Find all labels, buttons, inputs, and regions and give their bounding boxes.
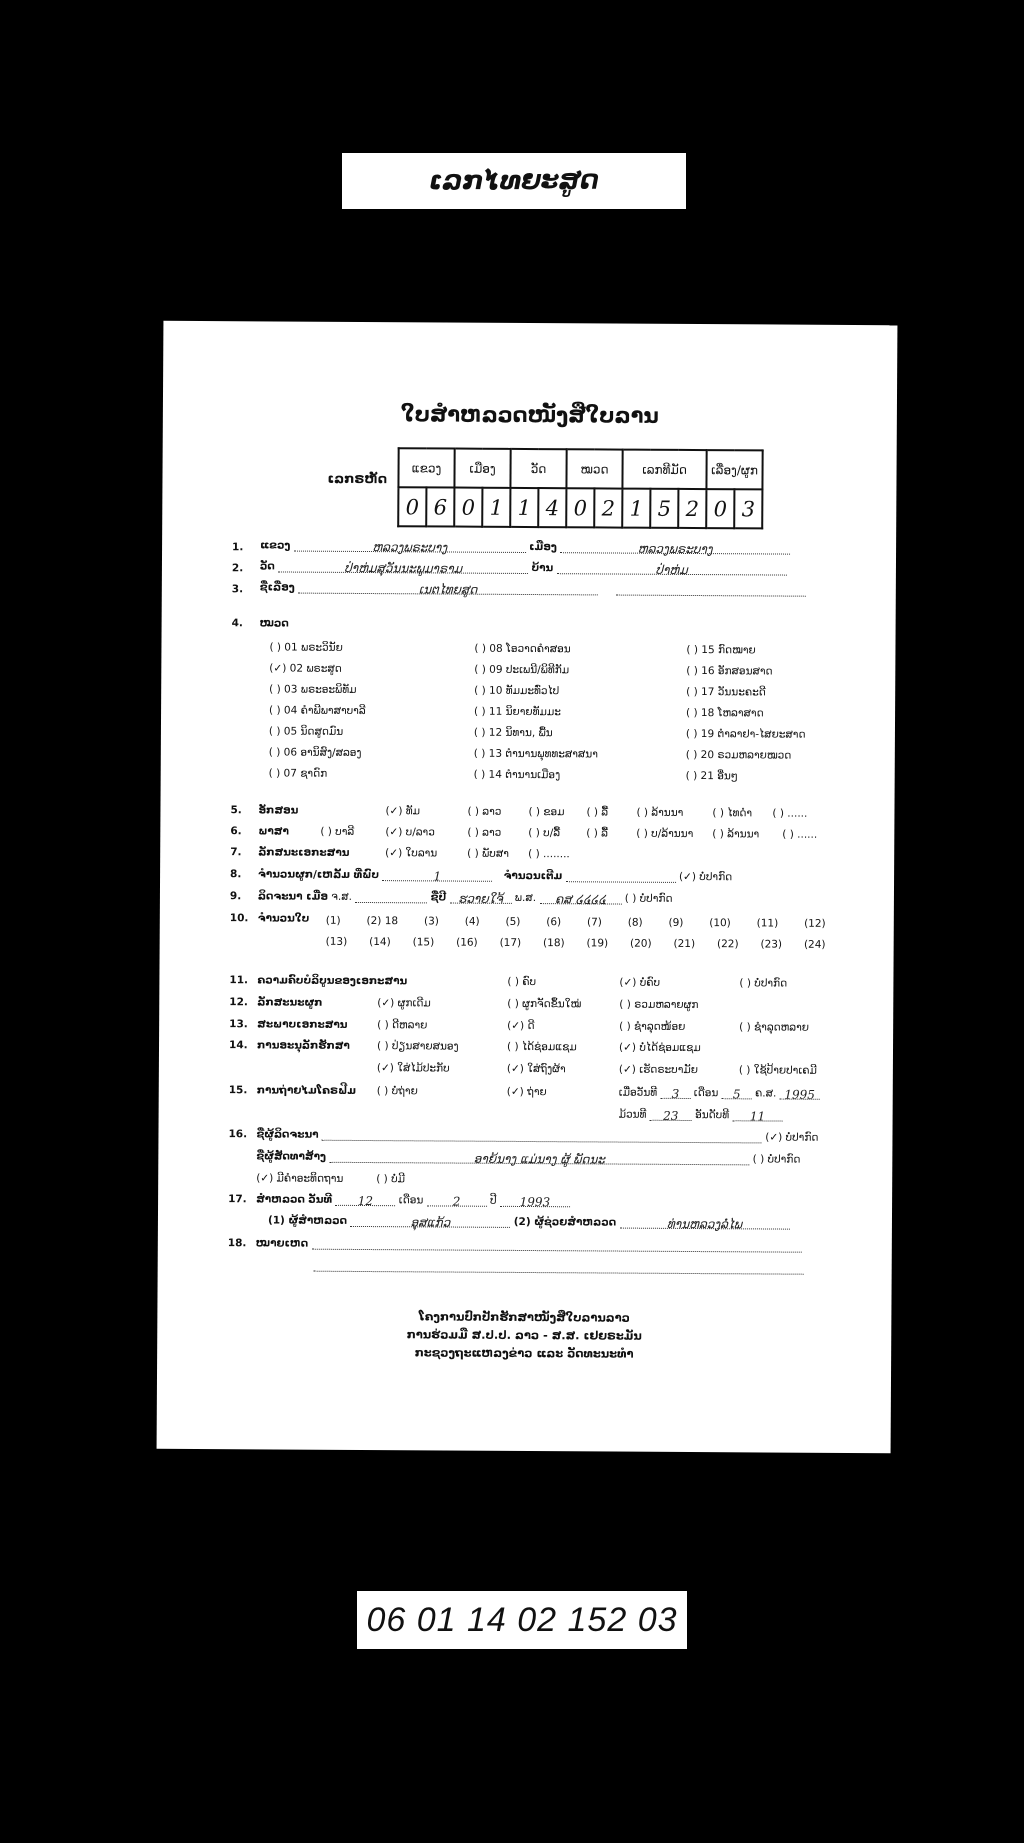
code-digit: 0 — [566, 488, 594, 527]
item-number: 14. — [228, 1039, 248, 1052]
doc-type-option: ( ) ພັບສາ — [467, 847, 509, 860]
survey-label: ສໍາຫລວດ — [256, 1193, 306, 1206]
script-option: ( ) ລາວ — [467, 805, 502, 818]
line-written-date — [258, 890, 673, 905]
code-digit: 3 — [734, 489, 762, 528]
bundle-count-value — [382, 869, 492, 882]
sponsor-handwritten: ອາຍ້ນາງ ແມ່ນາງ ຜູ້ ພັດນະ — [473, 1151, 605, 1167]
script-option: ( ) ລື້ — [586, 806, 609, 819]
script-option: ( ) ...... — [772, 807, 808, 820]
microfilm-option: (✓) ຖ່າຍ — [506, 1085, 547, 1099]
leaf-count-cell: (22) — [716, 938, 739, 951]
language-option: ( ) ບ/ລື້ — [528, 827, 561, 840]
be-label: ພ.ສ. — [514, 891, 537, 905]
condition-option: (✓) ດີ — [507, 1019, 535, 1033]
survey-day: 12 — [335, 1194, 395, 1206]
code-col-province: ແຂວງ — [398, 448, 454, 487]
item-number: 1. — [232, 541, 244, 554]
village-handwritten: ປ່າຫ່ມ — [655, 562, 688, 577]
prayer-option: (✓) ມີຄໍາອະທິດຖານ — [256, 1172, 344, 1185]
line-scribe — [256, 1128, 818, 1143]
roll-label: ມ້ວນທີ — [618, 1108, 647, 1121]
category-option: ( ) 18 ໂຫລາສາດ — [686, 706, 764, 720]
category-option: ( ) 06 ອານິສົງ/ສລອງ — [268, 746, 362, 759]
province-value — [294, 540, 526, 553]
microfilm-date-label: ເມື່ອວັນທີ — [618, 1086, 658, 1099]
survey-year: 1993 — [500, 1195, 570, 1207]
microfilm-title-label: ເລກໄທຍະສູດ — [342, 153, 686, 209]
code-col-category: ໝວດ — [566, 449, 622, 488]
leaf-count-row-1 — [326, 915, 826, 930]
survey-form-sheet — [157, 321, 898, 1453]
conservation-option: (✓) ເຮັດຣະບາມັຍ — [618, 1063, 699, 1077]
roll-value: 23 — [650, 1109, 692, 1121]
category-option: (✓) 02 ພຣະສູດ — [269, 662, 342, 675]
conservation-option: (✓) ໃສ່ໄມ້ປະກັບ — [376, 1062, 450, 1075]
category-option: ( ) 04 ຄໍາພີພາສາບາລີ — [269, 704, 366, 718]
village-label: ບ້ານ — [531, 562, 554, 575]
leaf-count-row-2 — [326, 936, 826, 951]
written-label: ລິດຈະນາ ເມື່ອ — [257, 890, 329, 903]
temple-handwritten: ປ່າຫ່ມສຸວັນນະພູມາຣາມ — [344, 560, 463, 576]
leaf-count-cell: (20) — [630, 937, 652, 950]
sponsor-value — [329, 1151, 749, 1166]
microfilm-roll — [619, 1109, 783, 1122]
category-option: ( ) 12 ນິທານ, ພື້ນ — [473, 726, 553, 740]
script-option: (✓) ທັມ — [385, 805, 421, 818]
story-name-extra — [615, 584, 805, 597]
language-option: ( ) ລື້ — [586, 827, 609, 840]
category-option: ( ) 05 ນິດສູດມົນ — [268, 725, 344, 738]
district-handwritten: ຫລວງພຣະບາງ — [637, 541, 713, 557]
temple-label: ວັດ — [259, 560, 275, 573]
item-number: 10. — [229, 912, 249, 925]
leaf-count-cell: (10) — [709, 917, 731, 930]
temple-value — [278, 560, 528, 574]
completeness-option: ( ) ບໍ່ປາກົດ — [739, 977, 788, 990]
leaf-count-cell: (3) — [423, 915, 439, 928]
leaf-count-cell: (17) — [499, 936, 522, 949]
cs-value — [355, 891, 427, 903]
bundle-type-label: ລັກສະນະຜູກ — [257, 996, 323, 1009]
leaf-count-cell: (8) — [627, 916, 643, 929]
full-count-label: ຈໍານວນເຕີມ — [503, 869, 563, 883]
line-story-name — [260, 581, 806, 596]
leaf-count-cell: (5) — [505, 915, 521, 928]
survey-month: 2 — [427, 1194, 487, 1206]
item-number: 13. — [229, 1018, 248, 1031]
category-title: ໝວດ — [259, 617, 289, 630]
doc-type-option: ( ) ........ — [528, 848, 570, 861]
surveyor-label: (1) ຜູ້ສໍາຫລວດ — [267, 1214, 348, 1227]
category-option: ( ) 14 ຕໍານານເມືອງ — [473, 768, 561, 782]
condition-option: ( ) ຊໍາລຸດໜ້ອຍ — [619, 1020, 686, 1033]
sponsor-unknown-option: ( ) ບໍ່ປາກົດ — [752, 1153, 801, 1166]
category-option: ( ) 19 ຕໍາລາຢາ-ໄສຍະສາດ — [685, 727, 806, 741]
conservation-option: ( ) ປ່ຽນສາຍສນອງ — [376, 1040, 459, 1053]
item-number: 15. — [228, 1084, 248, 1097]
leaf-count-cell: (14) — [369, 936, 391, 949]
project-name: ໂຄງການປົກປັກຮັກສາໜັງສືໃບລານລາວ — [418, 1309, 630, 1325]
line-temple — [260, 560, 787, 575]
category-option: ( ) 15 ກົດໝາຍ — [686, 643, 756, 657]
line-sponsor — [256, 1150, 800, 1165]
code-digit: 1 — [510, 488, 538, 527]
helper-value — [619, 1217, 789, 1230]
language-option: ( ) ບາລີ — [320, 825, 355, 838]
ministry-name: ກະຊວງຖະແຫລງຂ່າວ ແລະ ວັດທະນະທໍາ — [414, 1345, 634, 1361]
line-survey-date — [256, 1193, 570, 1210]
index-label: ອັນດັບທີ — [695, 1109, 730, 1122]
leaf-count-label: ຈໍານວນໃບ — [257, 912, 310, 925]
code-digit: 0 — [398, 487, 426, 526]
be-handwritten: ຄສ ໒໔໒໔ — [554, 892, 606, 907]
surveyor-value — [350, 1215, 510, 1228]
story-name-value — [298, 582, 598, 596]
leaf-count-cell: (6) — [546, 916, 562, 929]
leaf-count-cell: (4) — [464, 915, 480, 928]
category-option: ( ) 03 ພຣະອະພິທັມ — [269, 683, 357, 696]
microfilm-month: 5 — [722, 1087, 752, 1099]
line-bundle-count — [258, 868, 732, 883]
microfilm-date — [619, 1087, 820, 1100]
category-option: ( ) 17 ວັນນະຄະດີ — [686, 685, 766, 699]
code-digit: 1 — [482, 488, 510, 527]
condition-label: ສະພາບເອກະສານ — [257, 1018, 348, 1031]
scribe-unknown-option: (✓) ບໍ່ປາກົດ — [765, 1131, 819, 1144]
code-label: ເລກຣຫັດ — [327, 471, 388, 488]
completeness-label: ຄວາມຄົບບໍລິບູນຂອງເອກະສານ — [257, 974, 408, 988]
language-option: ( ) ລ້ານນາ — [712, 828, 760, 841]
code-digit: 2 — [678, 489, 706, 528]
leaf-count-cell: (15) — [412, 936, 435, 949]
item-number: 4. — [231, 617, 243, 630]
document-code-label: 06 01 14 02 152 03 — [357, 1591, 687, 1649]
code-col-bundle-no: ເລກທີມັດ — [622, 450, 706, 490]
category-option: ( ) 07 ຊາດົກ — [268, 767, 328, 780]
sponsor-label: ຊື່ຜູ້ສັດທາສ້າງ — [256, 1150, 327, 1163]
province-label: ແຂວງ — [260, 539, 291, 552]
category-option: ( ) 08 ໂອວາດຄໍາສອນ — [474, 642, 571, 656]
helper-label: (2) ຜູ້ຊ່ວຍສໍາຫລວດ — [513, 1215, 617, 1229]
language-option: ( ) ບ/ລ້ານນາ — [636, 827, 694, 841]
leaf-count-cell: (21) — [673, 937, 696, 951]
language-label: ພາສາ — [258, 825, 289, 838]
condition-option: ( ) ດີຫລາຍ — [377, 1019, 428, 1032]
item-number: 3. — [231, 583, 244, 596]
conservation-label: ການອະນຸລັກຮັກສາ — [256, 1039, 350, 1052]
completeness-option: ( ) ຄົບ — [507, 975, 537, 989]
leaf-count-cell: (24) — [803, 938, 826, 951]
condition-option: ( ) ຊໍາລຸດຫລາຍ — [739, 1021, 810, 1034]
leaf-count-cell: (23) — [760, 938, 783, 951]
code-digit: 0 — [706, 489, 734, 528]
be-value — [539, 892, 621, 905]
conservation-option: (✓) ໃສ່ຖົງຜ້າ — [506, 1062, 566, 1076]
bundle-count-label: ຈໍານວນຜູກ/ເຫລັ້ມ ທີ່ພົບ — [258, 868, 380, 882]
script-option: ( ) ໄທດໍາ — [712, 807, 753, 820]
leaf-count-cell: (2) 18 — [366, 915, 399, 928]
leaf-count-cell: (1) — [325, 914, 341, 927]
line-remarks — [256, 1237, 802, 1252]
item-number: 18. — [227, 1237, 247, 1250]
language-option: (✓) ບ/ລາວ — [385, 826, 435, 839]
district-label: ເມືອງ — [529, 541, 557, 554]
leaf-count-cell: (9) — [668, 916, 684, 929]
bundle-type-option: (✓) ຜູກເດີມ — [377, 997, 431, 1010]
scribe-value — [322, 1129, 762, 1144]
district-value — [560, 541, 790, 557]
code-digit: 5 — [650, 489, 678, 528]
bundle-type-option: ( ) ຣວມຫລາຍຜູກ — [619, 998, 699, 1012]
story-name-label: ຊື່ເລື່ອງ — [259, 581, 295, 594]
index-value: 11 — [732, 1109, 782, 1121]
year-name-handwritten: ຮວາຍໃຈ້ — [458, 891, 503, 906]
survey-month-label: ເດືອນ — [398, 1194, 424, 1207]
conservation-option: ( ) ໄດ້ຊ່ອມແຊມ — [506, 1040, 577, 1054]
surveyor-handwritten: ອຸສແກ້ວ — [410, 1215, 451, 1230]
cooperation-text: ການຮ່ວມມື ສ.ປ.ປ. ລາວ - ສ.ສ. ເຢຍຣະມັນ — [406, 1327, 642, 1343]
microfilm-month-label: ເດືອນ — [693, 1087, 719, 1100]
village-value — [557, 562, 787, 575]
leaf-count-cell: (18) — [543, 937, 565, 950]
form-title: ໃບສໍາຫລວດໜັງສືໃບລານ — [400, 402, 659, 428]
microfilm-day: 3 — [660, 1087, 690, 1099]
script-option: ( ) ຂອມ — [528, 806, 565, 819]
language-option: ( ) ...... — [782, 828, 818, 841]
category-option: ( ) 10 ທັມມະທົ່ວໄປ — [474, 684, 560, 698]
category-option: ( ) 13 ຕໍານານພຸທທະສາສນາ — [473, 747, 598, 761]
line-surveyors — [267, 1214, 790, 1232]
remarks-line-1 — [311, 1238, 801, 1253]
full-count-value — [566, 870, 676, 883]
scribe-label: ຊື່ຜູ້ລິດຈະນາ — [256, 1128, 319, 1141]
category-option: ( ) 20 ຣວມຫລາຍໝວດ — [685, 748, 792, 762]
full-count-option: (✓) ບໍ່ປາກົດ — [678, 870, 733, 884]
item-number: 9. — [229, 890, 242, 903]
item-number: 12. — [229, 996, 248, 1009]
year-name-value — [449, 892, 511, 904]
item-number: 5. — [230, 804, 242, 817]
code-digit: 1 — [622, 489, 650, 528]
microfilm-year-label: ຄ.ສ. — [755, 1087, 777, 1100]
leaf-count-cell: (16) — [456, 936, 478, 949]
leaf-count-cell: (7) — [586, 916, 602, 929]
leaf-count-cell: (19) — [586, 937, 609, 950]
story-name-handwritten: ເນຕໄທຍສູດ — [418, 582, 478, 597]
date-unknown-option: ( ) ບໍ່ປາກົດ — [624, 892, 673, 905]
category-option: ( ) 09 ປະເພນີ/ພິທີກັມ — [474, 663, 570, 677]
conservation-option: (✓) ບໍ່ໄດ້ຊ່ອມແຊມ — [618, 1041, 701, 1055]
item-number: 6. — [230, 825, 242, 838]
code-table — [397, 447, 763, 529]
code-digit: 6 — [426, 487, 454, 526]
item-number: 8. — [230, 868, 242, 881]
language-option: ( ) ລາວ — [467, 826, 502, 839]
no-prayer-option: ( ) ບໍ່ມີ — [376, 1173, 406, 1186]
code-digit: 0 — [454, 488, 482, 527]
remarks-line-2 — [314, 1260, 804, 1275]
code-col-district: ເມືອງ — [454, 449, 510, 488]
item-number: 7. — [230, 846, 242, 859]
leaf-count-cell: (12) — [804, 917, 826, 930]
conservation-option: ( ) ໃຊ້ປ້າຍປາເຄມີ — [738, 1064, 817, 1077]
item-number: 16. — [228, 1128, 248, 1141]
code-digit: 2 — [594, 488, 622, 527]
item-number: 11. — [229, 974, 249, 987]
item-number: 17. — [228, 1193, 247, 1206]
doc-type-label: ລັກສນະເອກະສານ — [258, 846, 350, 859]
leaf-count-cell: (11) — [756, 917, 779, 930]
doc-type-option: (✓) ໃບລານ — [385, 847, 438, 860]
category-option: ( ) 21 ອື່ນໆ — [685, 769, 738, 783]
microfilm-year: 1995 — [780, 1088, 820, 1100]
leaf-count-cell: (13) — [325, 935, 348, 948]
completeness-option: (✓) ບໍ່ຄົບ — [619, 976, 661, 989]
code-col-story-fascicle: ເລື່ອງ/ຜູກ — [706, 450, 762, 489]
item-number: 2. — [231, 562, 244, 575]
helper-handwritten: ທ່ານຫລວງລໍ່ໄພ — [666, 1216, 743, 1232]
category-option: ( ) 01 ພຣະວິນັຍ — [269, 641, 343, 654]
survey-year-label: ປີ — [489, 1194, 497, 1207]
script-label: ອັກສອນ — [258, 804, 299, 817]
cs-label: ຈ.ສ. — [331, 890, 353, 903]
survey-day-label: ວັນທີ — [308, 1193, 333, 1206]
category-option: ( ) 16 ອັກສອນສາດ — [686, 664, 773, 678]
year-name-label: ຊື່ປີ — [430, 891, 447, 904]
province-handwritten: ຫລວງພຣະບາງ — [372, 540, 448, 555]
code-digit: 4 — [538, 488, 566, 527]
microfilm-label: ການຖ່າຍໄມໂຄຣຟີມ — [256, 1084, 357, 1097]
code-col-temple: ວັດ — [510, 449, 566, 488]
line-remarks-2 — [314, 1260, 804, 1275]
script-option: ( ) ລ້ານນາ — [636, 806, 684, 819]
microfilm-option: ( ) ບໍ່ຖ່າຍ — [376, 1085, 418, 1098]
line-province — [260, 539, 790, 557]
category-option: ( ) 11 ນິຍາຍທັມມະ — [474, 705, 561, 719]
bundle-type-option: ( ) ຜູກຈັດຂຶ້ນໃໝ່ — [507, 997, 582, 1011]
remarks-label: ໝາຍເຫດ — [255, 1237, 309, 1250]
bundle-count-handwritten: 1 — [433, 869, 442, 884]
